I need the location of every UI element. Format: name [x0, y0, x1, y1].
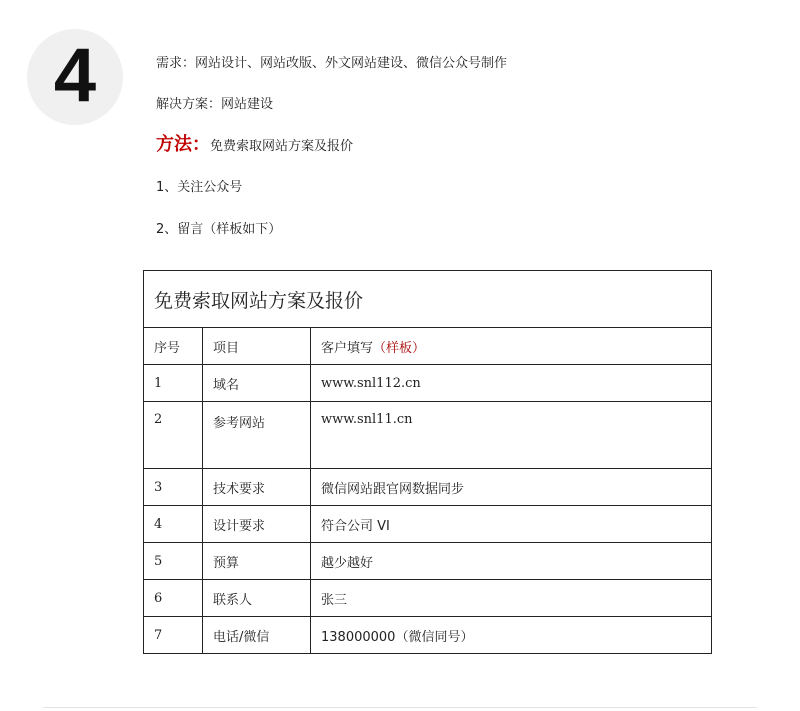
step-number-badge: [27, 29, 123, 125]
row-value: 138000000（微信同号）: [311, 617, 712, 654]
bottom-divider: [43, 707, 757, 708]
table-row: [144, 617, 712, 654]
step-number: 4: [53, 33, 97, 118]
table-title-row: [144, 271, 712, 328]
row-item: 参考网站: [203, 402, 311, 469]
header-seq: 序号: [144, 328, 203, 365]
table-row: [144, 580, 712, 617]
row-value: 微信网站跟官网数据同步: [311, 469, 712, 506]
row-item: 设计要求: [203, 506, 311, 543]
row-value: www.snl112.cn: [311, 365, 712, 402]
table-row: [144, 365, 712, 402]
header-client-fill: [311, 328, 712, 365]
row-value: 符合公司 VI: [311, 506, 712, 543]
row-seq: 3: [144, 469, 203, 506]
row-item: 预算: [203, 543, 311, 580]
table-row: [144, 402, 712, 469]
table-title: 免费索取网站方案及报价: [144, 271, 712, 328]
demand-line: 需求：网站设计、网站改版、外文网站建设、微信公众号制作: [156, 56, 508, 71]
step-1-line: 1、关注公众号: [156, 180, 243, 195]
table-row: [144, 543, 712, 580]
row-item: 电话/微信: [203, 617, 311, 654]
row-seq: 6: [144, 580, 203, 617]
header-item: 项目: [203, 328, 311, 365]
quote-request-table: [143, 270, 712, 654]
header-sample-close: ）: [412, 340, 426, 356]
method-text: 免费索取网站方案及报价: [210, 139, 354, 154]
step-2-line: 2、留言（样板如下）: [156, 222, 282, 237]
row-seq: 2: [144, 402, 203, 469]
row-value: 越少越好: [311, 543, 712, 580]
header-sample-label: 样板: [386, 340, 413, 356]
table-header-row: [144, 328, 712, 365]
header-sample-open: （: [373, 340, 387, 356]
row-seq: 7: [144, 617, 203, 654]
row-seq: 5: [144, 543, 203, 580]
method-label: 方法：: [156, 134, 210, 155]
row-item: 域名: [203, 365, 311, 402]
table-row: [144, 506, 712, 543]
header-client-fill-label: 客户填写: [321, 340, 374, 356]
row-value: 张三: [311, 580, 712, 617]
method-line: [156, 136, 353, 156]
row-item: 联系人: [203, 580, 311, 617]
row-seq: 4: [144, 506, 203, 543]
row-item: 技术要求: [203, 469, 311, 506]
row-value: www.snl11.cn: [311, 402, 712, 469]
table-row: [144, 469, 712, 506]
row-seq: 1: [144, 365, 203, 402]
solution-line: 解决方案：网站建设: [156, 97, 274, 112]
